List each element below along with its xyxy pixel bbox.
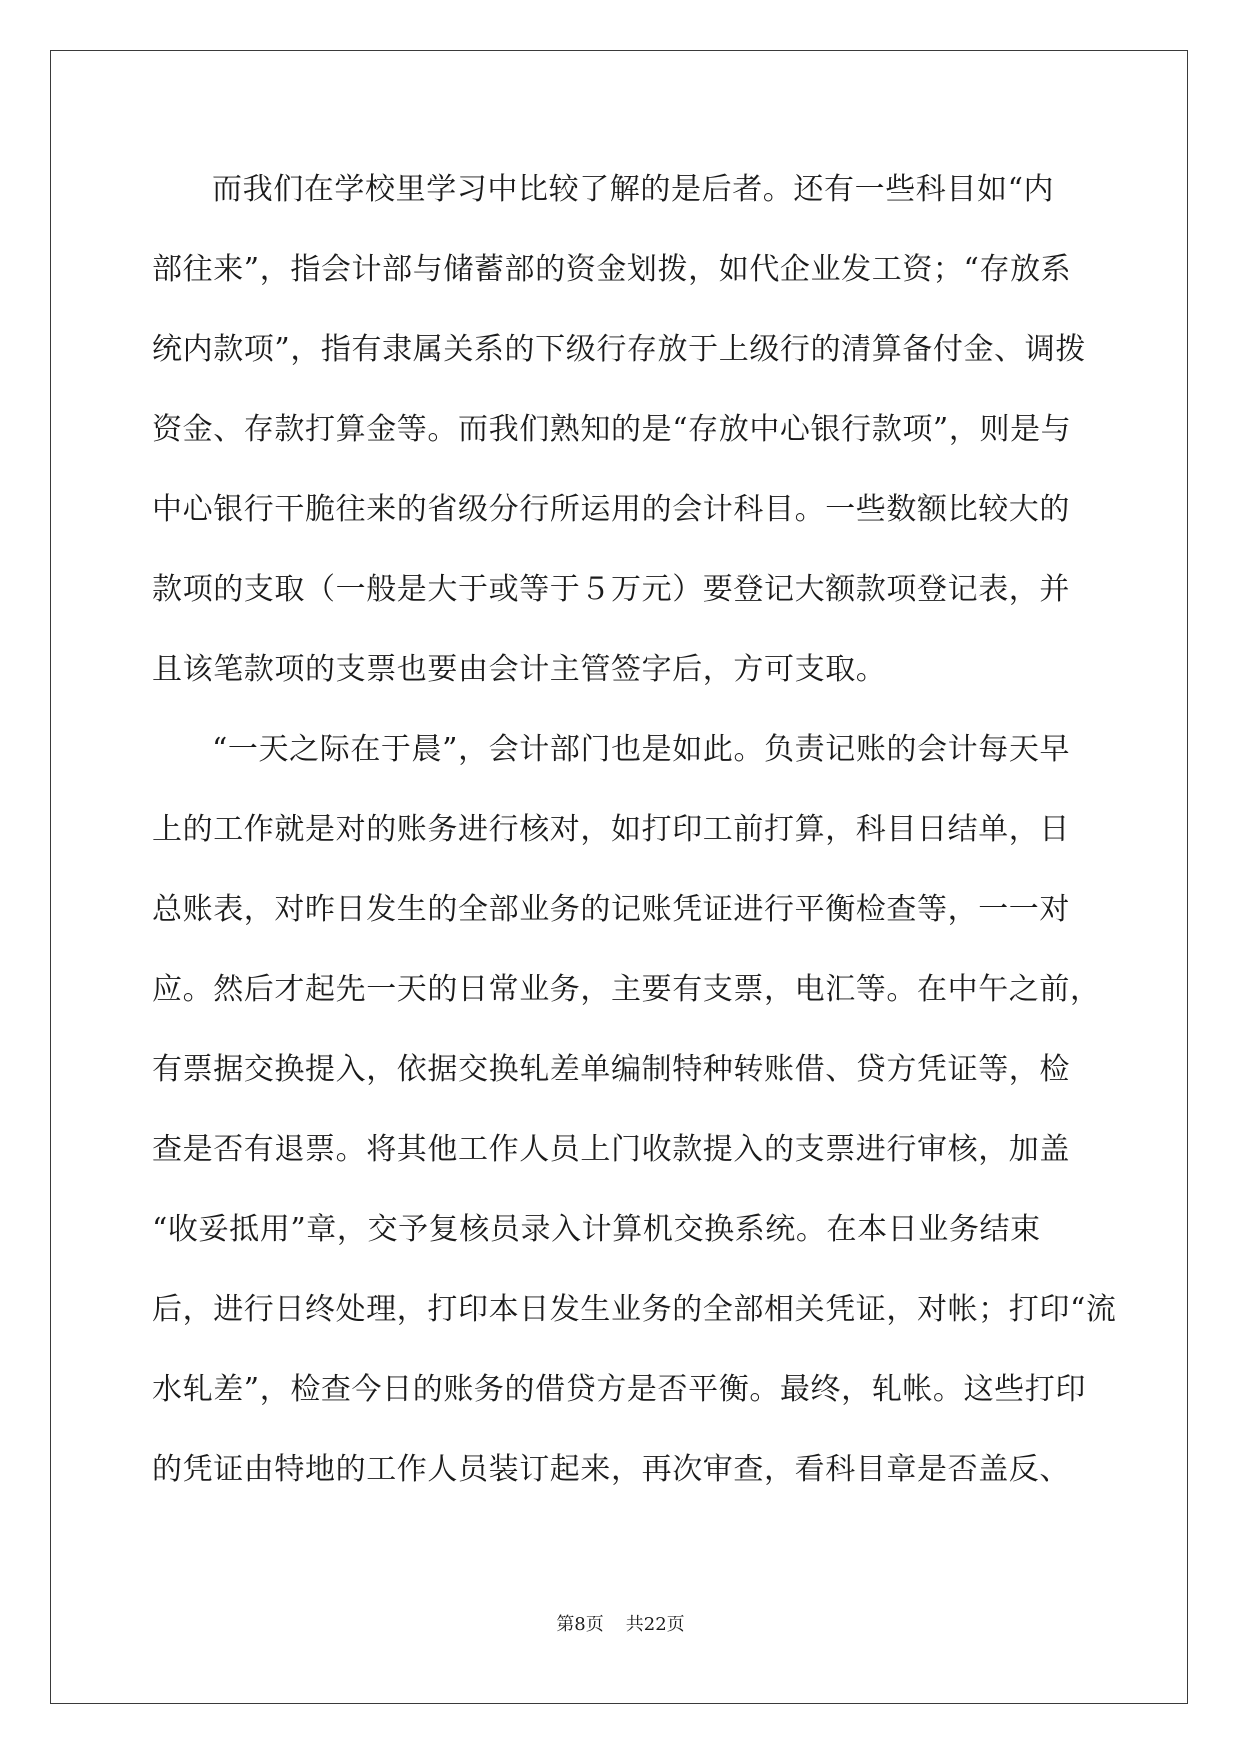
paragraph-line: 中心银行干脆往来的省级分行所运用的会计科目。一些数额比较大的 (152, 492, 1070, 527)
paragraph-line: 有票据交换提入，依据交换轧差单编制特种转账借、贷方凭证等，检 (152, 1052, 1070, 1087)
page-number: 第8页 (556, 1614, 604, 1635)
paragraph-line: 查是否有退票。将其他工作人员上门收款提入的支票进行审核，加盖 (152, 1132, 1070, 1167)
document-body (152, 160, 1117, 1520)
paragraph-line: 的凭证由特地的工作人员装订起来，再次审查，看科目章是否盖反、 (152, 1452, 1070, 1487)
paragraph-line: 后，进行日终处理，打印本日发生业务的全部相关凭证，对帐；打印“流 (152, 1292, 1117, 1327)
paragraph-line: 且该笔款项的支票也要由会计主管签字后，方可支取。 (152, 652, 887, 687)
paragraph-line: 上的工作就是对的账务进行核对，如打印工前打算，科目日结单，日 (152, 812, 1070, 847)
page-footer (0, 1610, 1241, 1636)
page-total: 共22页 (625, 1614, 685, 1635)
paragraph-line: “收妥抵用”章，交予复核员录入计算机交换系统。在本日业务结束 (152, 1212, 1041, 1247)
paragraph-line: 水轧差”，检查今日的账务的借贷方是否平衡。最终，轧帐。这些打印 (152, 1372, 1086, 1407)
paragraph-line: 部往来”，指会计部与储蓄部的资金划拨，如代企业发工资；“存放系 (152, 252, 1072, 287)
paragraph-line: “一天之际在于晨”，会计部门也是如此。负责记账的会计每天早 (212, 732, 1071, 767)
paragraph-line: 而我们在学校里学习中比较了解的是后者。还有一些科目如“内 (212, 172, 1055, 207)
paragraph-line: 总账表，对昨日发生的全部业务的记账凭证进行平衡检查等，一一对 (152, 892, 1070, 927)
paragraph-line: 款项的支取（一般是大于或等于５万元）要登记大额款项登记表，并 (152, 572, 1070, 607)
paragraph-line: 应。然后才起先一天的日常业务，主要有支票，电汇等。在中午之前， (152, 972, 1101, 1007)
paragraph-line: 统内款项”，指有隶属关系的下级行存放于上级行的清算备付金、调拨 (152, 332, 1086, 367)
paragraph-line: 资金、存款打算金等。而我们熟知的是“存放中心银行款项”，则是与 (152, 412, 1072, 447)
